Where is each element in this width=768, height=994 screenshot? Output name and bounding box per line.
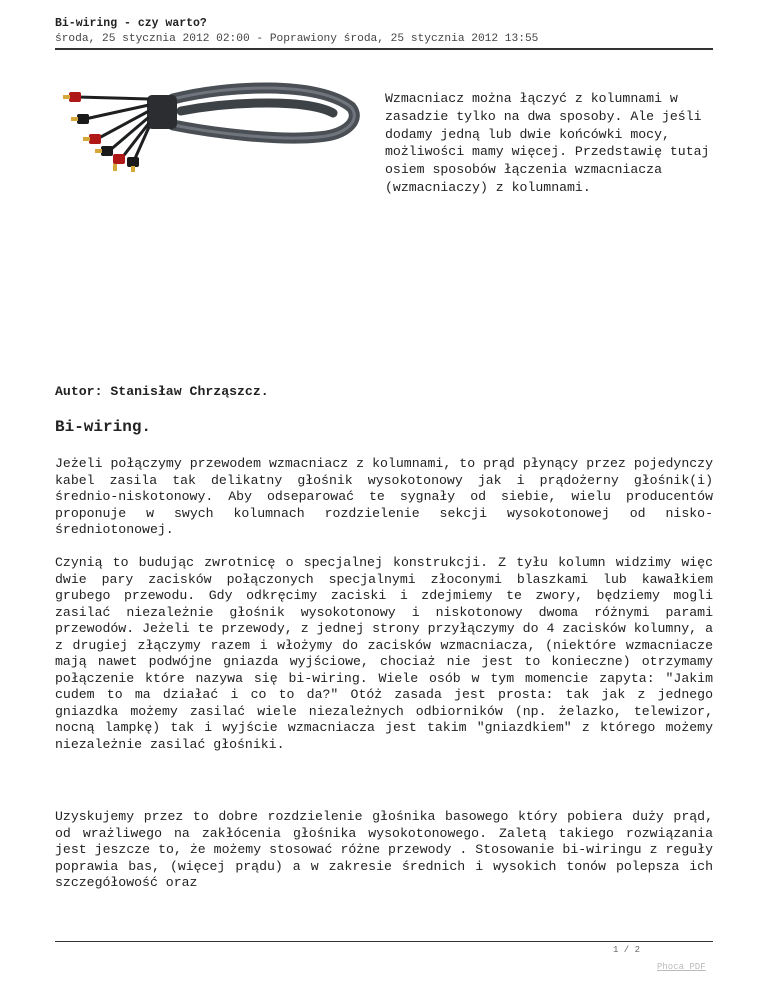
phoca-pdf-link[interactable]: Phoca PDF	[657, 962, 706, 972]
body-paragraph: Uzyskujemy przez to dobre rozdzielenie głośnika basowego który pobiera duży prąd, od wrażliwego na zakłócenia głośnika wysokotonowego. Zaletą takiego rozwiązania jest jeszcze to, że możemy stosować różne przewody . Stosowanie bi-wiringu z reguły poprawia bas, (więcej prądu) a w zakresie średnich i wysokich tonów polepsza ich szczegółowość oraz	[55, 809, 713, 890]
body-paragraph: Czynią to budując zwrotnicę o specjalnej konstrukcji. Z tyłu kolumn widzimy więc dwie pary zacisków połączonych specjalnymi złoconymi blaszkami lub kawałkiem grubego przewodu. Gdy odkręcimy zaciski i zdejmiemy te zwory, będziemy mogli zasilać niezależnie głośnik wysokotonowy i niskotonowy dwoma różnymi parami przewodów. Jeżeli te przewody, z jednej strony przyłączymy do 4 zacisków kolumny, a z drugiej złączymy razem i włożymy do zacisków wzmacniacza, (niektóre wzmacniacze mają nawet podwójne gniazda wyjściowe, chociaż nie jest to konieczne) otrzymamy połączenie które nazywa się bi-wiring. Wiele osób w tym momencie zapyta: "Jakim cudem to ma działać i co to da?" Otóż zasada jest prosta: tak jak z jednego gniazdka możemy zasilać wiele niezależnych odbiorników (np. żelazko, telewizor, nocną lampkę) tak i wyjście wzmacniacza jest takim "gniazdkiem" z którego możemy niezależnie zasilać głośniki.	[55, 555, 713, 752]
article-dates: środa, 25 stycznia 2012 02:00 - Poprawiony środa, 25 stycznia 2012 13:55	[55, 33, 539, 45]
intro-paragraph: Wzmacniacz można łączyć z kolumnami w zasadzie tylko na dwa sposoby. Ale jeśli dodamy jedną lub dwie końcówki mocy, możliwości mamy więcej. Przedstawię tutaj osiem sposobów łączenia wzmacniacza (wzmacniaczy) z kolumnami.	[385, 91, 710, 195]
header-divider	[55, 48, 713, 50]
body-paragraph: Jeżeli połączymy przewodem wzmacniacz z kolumnami, to prąd płynący przez pojedynczy kabel zasila tak delikatny głośnik wysokotonowy jak i prądożerny głośnik(i) średnio-niskotonowy. Aby odseparować te sygnały od siebie, wielu producentów proponuje w swych kolumnach rozdzielenie sekcji wysokotonowej od nisko-średniotonowej.	[55, 456, 713, 537]
footer-divider	[55, 941, 713, 942]
document-page	[55, 0, 713, 994]
page-number: 1 / 2	[613, 945, 641, 955]
author-line: Autor: Stanisław Chrząszcz.	[55, 384, 269, 399]
speaker-cable-image	[63, 77, 361, 172]
section-heading: Bi-wiring.	[55, 418, 152, 436]
article-title: Bi-wiring - czy warto?	[55, 17, 207, 30]
